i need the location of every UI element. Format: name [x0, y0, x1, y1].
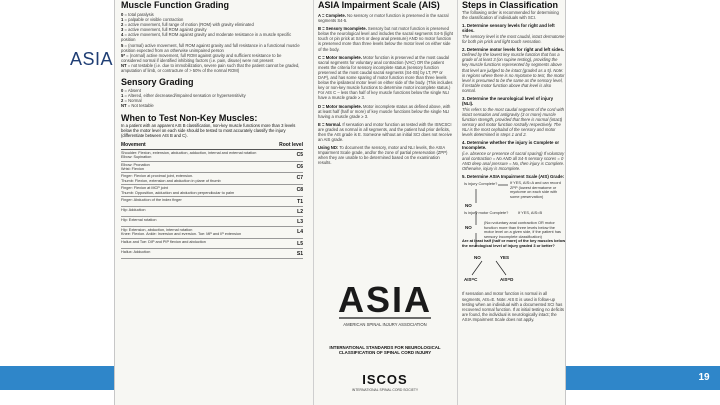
mf-key: NT: [121, 62, 127, 68]
ais-letter: A = Complete.: [318, 13, 346, 18]
flow-result-d: AIS=D: [500, 277, 514, 283]
ais-text: If sensation and motor function as tested with the ISNCSCI are graded as normal in all segments, and the patient had prior deficits, then the AIS grade is E. Someone without an initial SCI does not receive an AIS grade.: [318, 121, 453, 143]
movement-table-header: [121, 142, 303, 150]
standards-caption: INTERNATIONAL STANDARDS FOR NEUROLOGICAL CLASSIFICATION OF SPINAL CORD INJURY: [329, 345, 441, 356]
flow-q2-yes: If YES, AIS=B: [518, 210, 543, 216]
slide-left-panel: [0, 0, 112, 405]
root-cell: C8: [296, 187, 303, 194]
root-cell: S1: [296, 250, 303, 257]
movement-cell: Hip: Extension, abduction, internal rotation: [121, 228, 193, 233]
table-row: [121, 249, 303, 259]
root-cell: T1: [297, 199, 303, 206]
sg-key: NT: [121, 103, 127, 109]
root-cell: C7: [296, 175, 303, 182]
movement-cell: Finger: Flexion at proximal joint, extension.: [121, 174, 194, 179]
mf-text: = (normal) active movement, full ROM against gravity and full resistance in a functional muscle position expected from an otherwise unimpaired person: [121, 42, 300, 53]
movement-cell: Finger: Abduction of the index finger: [121, 198, 182, 203]
table-row: [121, 150, 303, 162]
iscos-subtext: INTERNATIONAL SPINAL CORD SOCIETY: [351, 388, 419, 392]
step-2: [462, 47, 565, 93]
ais-text: To document the sensory, motor and NLI levels, the ASIA Impairment Scale grade, and/or the zone of partial preservation (ZPP) when they are unable to be determined based on the examination results.: [318, 145, 448, 166]
flow-no-2: NO: [465, 225, 472, 231]
mf-text: = active movement, full ROM against gravity and moderate resistance in a muscle specific position: [121, 32, 292, 43]
ais-text: Motor incomplete status as defined above, with at least half (half or more) of key muscle functions below the single NLI having a muscle grade ≥ 3.: [318, 103, 451, 119]
table-row: [121, 197, 303, 207]
root-cell: L2: [297, 209, 303, 216]
asia-logo-graphic: [325, 262, 445, 350]
mf-key: 2: [121, 22, 124, 28]
step-5: [462, 174, 565, 179]
flow-q1: Is injury Complete?: [464, 181, 498, 187]
root-cell: L4: [297, 229, 303, 236]
steps-footer: If sensation and motor function is normal in all segments, AIS=E. Note: AIS E is used in follow-up testing when an individual with a documented SCI has recovered normal function. If at initial testing no deficits are found, the individual is neurologically intact; the ASIA Impairment Scale does not apply.: [462, 291, 564, 322]
ais-flowchart: [462, 181, 565, 289]
table-row: [121, 239, 303, 249]
non-key-muscles-title: When to Test Non-Key Muscles:: [121, 112, 258, 123]
movement-cell: Hallux: Adduction: [121, 249, 151, 254]
flow-q2-no: (No=voluntary anal contraction OR motor function more than three levels below the motor level on a given side, if the patient has sensory incomplete classification): [484, 220, 561, 239]
step-text: The sensory level is the most caudal, intact dermatome for both pin prick and light touch sensation.: [462, 33, 565, 44]
sensory-grading-title: Sensory Grading: [121, 77, 194, 88]
grading-column: [121, 0, 303, 405]
movement-cell: Shoulder: Flexion, extension, abduction, adduction, internal and external rotation: [121, 150, 257, 155]
movement-cell: Hip: External rotation: [121, 218, 157, 223]
flow-q1-yes: If YES, AIS=A and can record ZPP (lowest dermatome or myotome on each side with some preservation): [510, 180, 561, 199]
movement-table: [121, 150, 303, 259]
ais-text: Motor function is preserved at the most caudal sacral segments for voluntary anal contraction (VAC) OR the patient meets the criteria for sensory incomplete status (sensory function preserved at the most caudal sacral segments (S4-S5) by LT, PP or DAP), and has some sparing of motor function more than three levels below the ipsilateral motor level on either side of the body. (This includes key or non-key muscle functions to determine motor incomplete status.) For AIS C – less than half of key muscle functions below the single NLI have a muscle grade ≥ 3.: [318, 54, 453, 101]
ais-item-c: [318, 55, 453, 101]
ais-item-nd: [318, 145, 453, 165]
steps-title: Steps in Classification: [462, 0, 559, 10]
mf-text: = not testable (i.e. due to immobilization, severe pain such that the patient cannot be graded, amputation of limb, or contracture of > 50% of the normal ROM): [121, 62, 300, 74]
ais-item-d: [318, 104, 453, 119]
flow-result-c: AIS=C: [464, 277, 478, 283]
step-1: [462, 23, 565, 44]
slide-page-number: 19: [698, 372, 710, 383]
root-cell: C6: [296, 163, 303, 170]
mf-text: = active movement, full range of motion (ROM) with gravity eliminated: [123, 22, 254, 28]
step-title: 1. Determine sensory levels for right and left sides.: [462, 23, 555, 34]
movement-cell: Hallux and Toe: DIP and PIP flexion and abduction: [121, 239, 206, 244]
ais-letter: Using ND:: [318, 145, 339, 151]
movement-cell-2: Wrist: Flexion: [121, 167, 144, 171]
non-key-intro: In a patient with an apparent AIS B classification, non-key muscle functions more than 3 levels below the motor level on each side should be tested to most accurately classify the injury (differentiate between AIS B and C).: [121, 122, 296, 138]
flow-q2: Is injury motor Complete?: [464, 210, 509, 216]
root-cell: L3: [297, 219, 303, 226]
sg-key: 1: [121, 93, 124, 99]
ais-letter: B = Sensory Incomplete.: [318, 26, 367, 32]
flow-yes-3: YES: [500, 255, 510, 261]
sg-key: 2: [121, 98, 124, 104]
sg-text: = Not testable: [126, 103, 154, 109]
flow-no-1: NO: [465, 203, 472, 209]
table-row: [121, 185, 303, 197]
sg-text: = Normal: [123, 98, 142, 104]
ais-title: ASIA Impairment Scale (AIS): [318, 0, 440, 10]
sg-key: 0: [121, 88, 124, 94]
muscle-function-list: [121, 12, 303, 73]
table-row: [121, 227, 303, 239]
mf-key: 5: [121, 42, 124, 48]
iscos-logo: ISCOS: [362, 372, 408, 387]
steps-intro: The following order is recommended for determining the classification of individuals with SCI.: [462, 10, 559, 21]
sensory-grading-list: [121, 88, 303, 108]
step-text: (i.e. absence or presence of sacral sparing) If voluntary anal contraction = No AND all S4-5 sensory scores = 0 AND deep anal pressure = No, then injury is Complete. Otherwise, injury is Incomplete.: [462, 150, 565, 172]
ais-item-b: [318, 26, 453, 51]
movement-cell-2: Thumb: Opposition, adduction and abduction perpendicular to palm: [121, 190, 235, 195]
ais-item-e: [318, 122, 453, 142]
mf-text: = active movement, full ROM against gravity: [123, 27, 207, 33]
ais-item-a: [318, 13, 453, 23]
step-text: This refers to the most caudal segment of the cord with intact sensation and antigravity (3 or more) muscle function strength, provided that there is normal (intact) sensory and motor function rostrally respectively. The NLI is the most cephalad of the sensory and motor levels determined in steps 1 and 2.: [462, 106, 564, 138]
table-row: [121, 207, 303, 217]
mf-key: 1: [121, 17, 124, 23]
step-title: 4. Determine whether the injury is Complete or Incomplete.: [462, 140, 560, 151]
mf-text: = palpable or visible contraction: [123, 17, 184, 23]
step-title: 3. Determine the neurological level of injury (NLI).: [462, 96, 554, 107]
sg-text: = Altered, either decreased/impaired sensation or hypersensitivity: [123, 93, 246, 99]
movement-cell-2: Knee: Flexion. Ankle: Inversion and eversion. Toe: MP and IP extension: [121, 232, 242, 237]
mf-key: 5*: [121, 52, 125, 58]
asia-logo-word: ASIA: [70, 49, 114, 69]
step-text: Defined by the lowest key muscle function that has a grade of at least 3 (on supine testing), providing the key muscle functions represented by segments above that level are judged to be intact (graded as a 5). Note: in regions where there is no myotome to test, the motor level is presumed to be the same as the sensory level, if testable motor function above that level is also normal.: [462, 52, 565, 93]
ais-letter: D = Motor Incomplete.: [318, 103, 362, 109]
root-level-col-header: Root level: [279, 141, 303, 148]
root-cell: L5: [297, 240, 303, 247]
movement-col-header: Movement: [121, 141, 146, 148]
mf-text: = (normal) active movement, full ROM against gravity and sufficient resistance to be considered normal if identified inhibiting factors (i.e. pain, disuse) were not present: [121, 52, 282, 63]
steps-column: [457, 0, 565, 405]
ais-letter: C = Motor Incomplete.: [318, 54, 362, 60]
movement-cell: Elbow: Pronation: [121, 162, 150, 167]
asia-logo-subtext: AMERICAN SPINAL INJURY ASSOCIATION: [343, 322, 427, 327]
movement-cell: Finger: Flexion at MCP joint: [121, 186, 168, 191]
muscle-function-title: Muscle Function Grading: [121, 0, 230, 10]
table-row: [121, 162, 303, 174]
table-row: [121, 173, 303, 185]
flow-q3: Are at least half (half or more) of the key muscles below the neurological level of injury graded 3 or better?: [462, 238, 565, 248]
mf-text: = total paralysis: [123, 12, 154, 17]
step-title: 2. Determine motor levels for right and left sides.: [462, 46, 564, 52]
ais-text: No sensory or motor function is preserved in the sacral segments S4-5.: [318, 13, 449, 24]
movement-cell-2: Elbow: Supination: [121, 155, 152, 160]
step-4: [462, 140, 565, 171]
flow-no-3: NO: [474, 255, 481, 261]
ais-letter: E = Normal.: [318, 121, 342, 127]
mf-key: 0: [121, 12, 124, 17]
movement-cell: Hip: Adduction: [121, 208, 146, 213]
ais-text: Sensory but not motor function is preserved below the neurological level and includes the sacral segments S4-5 (light touch or pin prick at S4-5 or deep anal pressure) AND no motor function is preserved more than three levels below the motor level on either side of the body.: [318, 26, 453, 52]
isncsci-reference-sheet: [114, 0, 566, 405]
step-title: 5. Determine ASIA Impairment Scale (AIS) Grade:: [462, 174, 565, 180]
sg-text: = Absent: [123, 88, 141, 94]
movement-cell-2: Thumb: Flexion, extension and abduction in plane of thumb: [121, 178, 221, 183]
table-row: [121, 217, 303, 227]
mf-key: 4: [121, 32, 124, 38]
root-cell: C5: [296, 151, 303, 158]
asia-logo-text: ASIA: [337, 279, 433, 320]
mf-key: 3: [121, 27, 124, 33]
step-3: [462, 96, 565, 137]
